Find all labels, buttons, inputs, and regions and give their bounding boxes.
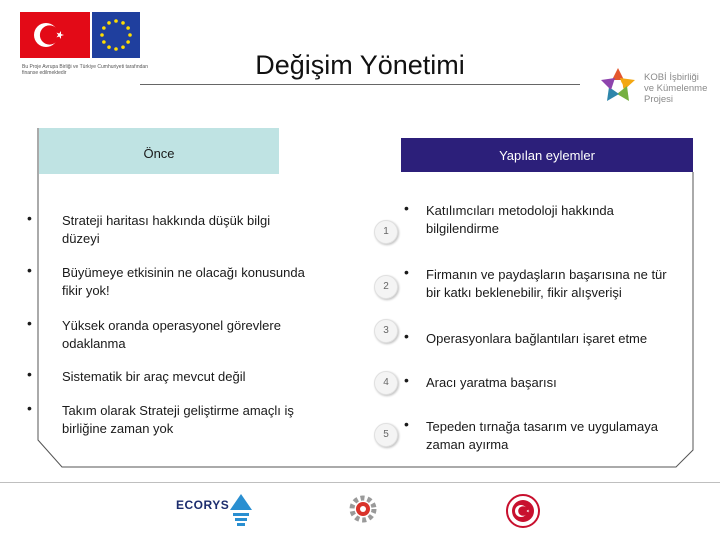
step-number-badge: 2 (374, 275, 398, 299)
bullet: • (27, 210, 32, 226)
bullet: • (404, 328, 409, 344)
bullet: • (404, 416, 409, 432)
actions-column-label: Yapılan eylemler (499, 148, 595, 163)
action-item: Operasyonlara bağlantıları işaret etme (426, 331, 648, 346)
before-item: Takım olarak Strateji geliştirme amaçlı iş birliğine zaman yok (62, 403, 294, 436)
bullet: • (404, 264, 409, 280)
turkish-seal-logo (506, 494, 540, 528)
before-item: Yüksek oranda operasyonel görevlere odaklanma (62, 318, 281, 351)
action-item: Katılımcıları metodoloji hakkında bilgilendirme (426, 203, 614, 236)
before-column-label: Önce (143, 146, 175, 161)
step-number-badge: 1 (374, 220, 398, 244)
gear-logo-icon (346, 492, 380, 526)
before-item: Strateji haritası hakkında düşük bilgi düzeyi (62, 213, 271, 246)
action-item: Aracı yaratma başarısı (426, 375, 557, 390)
before-item: Büyümeye etkisinin ne olacağı konusunda fikir yok! (62, 265, 305, 298)
action-item: Firmanın ve paydaşların başarısına ne tür bir katkı beklenebilir, fikir alışverişi (426, 267, 667, 300)
bullet: • (27, 366, 32, 382)
step-number-badge: 5 (374, 423, 398, 447)
bullet: • (404, 372, 409, 388)
funding-caption: Bu Proje Avrupa Birliği ve Türkiye Cumhuriyeti tarafından finanse edilmektedir (22, 64, 148, 76)
page-title: Değişim Yönetimi (255, 50, 465, 80)
before-item: Sistematik bir araç mevcut değil (62, 369, 246, 384)
ecorys-logo-icon (230, 494, 252, 528)
step-number-badge: 3 (374, 319, 398, 343)
footer-divider (0, 482, 720, 483)
bullet: • (404, 200, 409, 216)
bullet: • (27, 315, 32, 331)
bullet: • (27, 400, 32, 416)
action-item: Tepeden tırnağa tasarım ve uygulamaya zaman ayırma (426, 419, 658, 452)
kobi-project-logo-text: KOBİ İşbirliği ve Kümelenme Projesi (644, 72, 708, 105)
step-number-badge: 4 (374, 371, 398, 395)
bullet: • (27, 262, 32, 278)
ecorys-logo-text: ECORYS (176, 498, 230, 512)
